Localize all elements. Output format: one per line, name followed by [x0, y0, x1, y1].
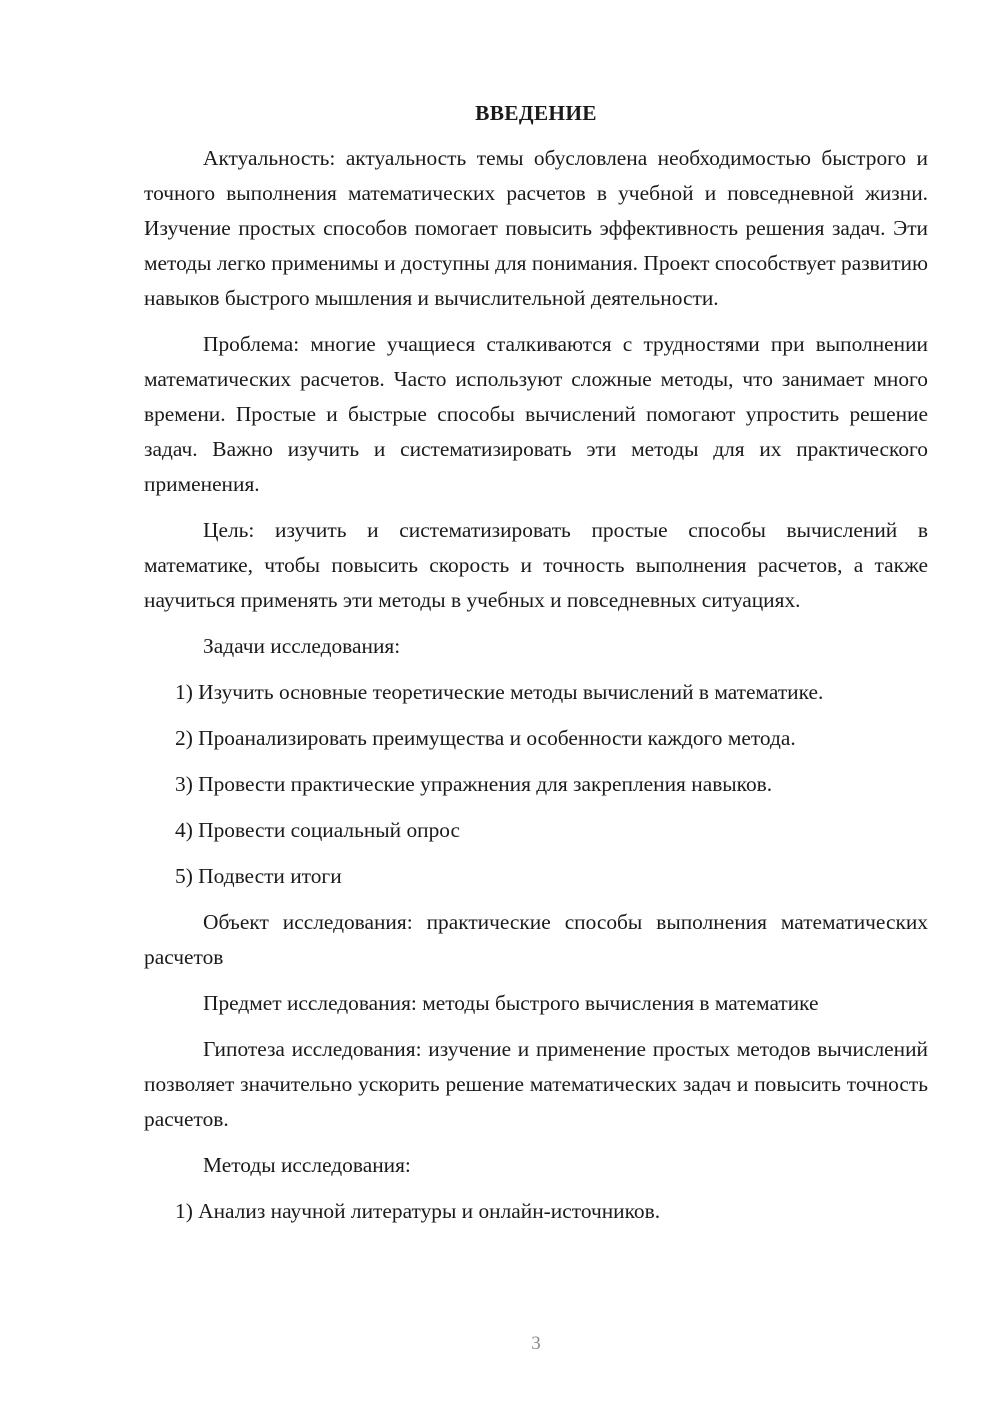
- section-title: ВВЕДЕНИЕ: [475, 101, 597, 125]
- hypothesis-paragraph: Гипотеза исследования: изучение и применение простых методов вычислений позволяет значительно ускорить решение математических задач и повысить точность расчетов.: [144, 1037, 928, 1131]
- page-number: 3: [531, 1333, 541, 1354]
- task-item: 3) Провести практические упражнения для закрепления навыков.: [175, 772, 773, 796]
- object-paragraph: Объект исследования: практические способы выполнения математических расчетов: [144, 910, 928, 969]
- task-item: 1) Изучить основные теоретические методы вычислений в математике.: [175, 680, 824, 704]
- subject-paragraph: Предмет исследования: методы быстрого вычисления в математике: [203, 991, 819, 1015]
- task-item: 5) Подвести итоги: [175, 864, 342, 888]
- method-item: 1) Анализ научной литературы и онлайн-источников.: [175, 1199, 661, 1223]
- methods-heading: Методы исследования:: [203, 1153, 411, 1177]
- task-item: 4) Провести социальный опрос: [175, 818, 461, 842]
- tasks-heading: Задачи исследования:: [203, 634, 401, 658]
- relevance-paragraph: Актуальность: актуальность темы обусловлена необходимостью быстрого и точного выполнения математических расчетов в учебной и повседневной жизни. Изучение простых способов помогает повысить эффективность решения задач. Эти методы легко применимы и доступны для понимания. Проект способствует развитию навыков быстрого мышления и вычислительной деятельности.: [144, 146, 928, 310]
- document-page: [144, 96, 928, 1240]
- problem-paragraph: Проблема: многие учащиеся сталкиваются с трудностями при выполнении математических расчетов. Часто используют сложные методы, что занимает много времени. Простые и быстрые способы вычислений помогают упростить решение задач. Важно изучить и систематизировать эти методы для их практического применения.: [144, 332, 928, 496]
- goal-paragraph: Цель: изучить и систематизировать простые способы вычислений в математике, чтобы повысить скорость и точность выполнения расчетов, а также научиться применять эти методы в учебных и повседневных ситуациях.: [144, 518, 928, 612]
- task-item: 2) Проанализировать преимущества и особенности каждого метода.: [175, 726, 796, 750]
